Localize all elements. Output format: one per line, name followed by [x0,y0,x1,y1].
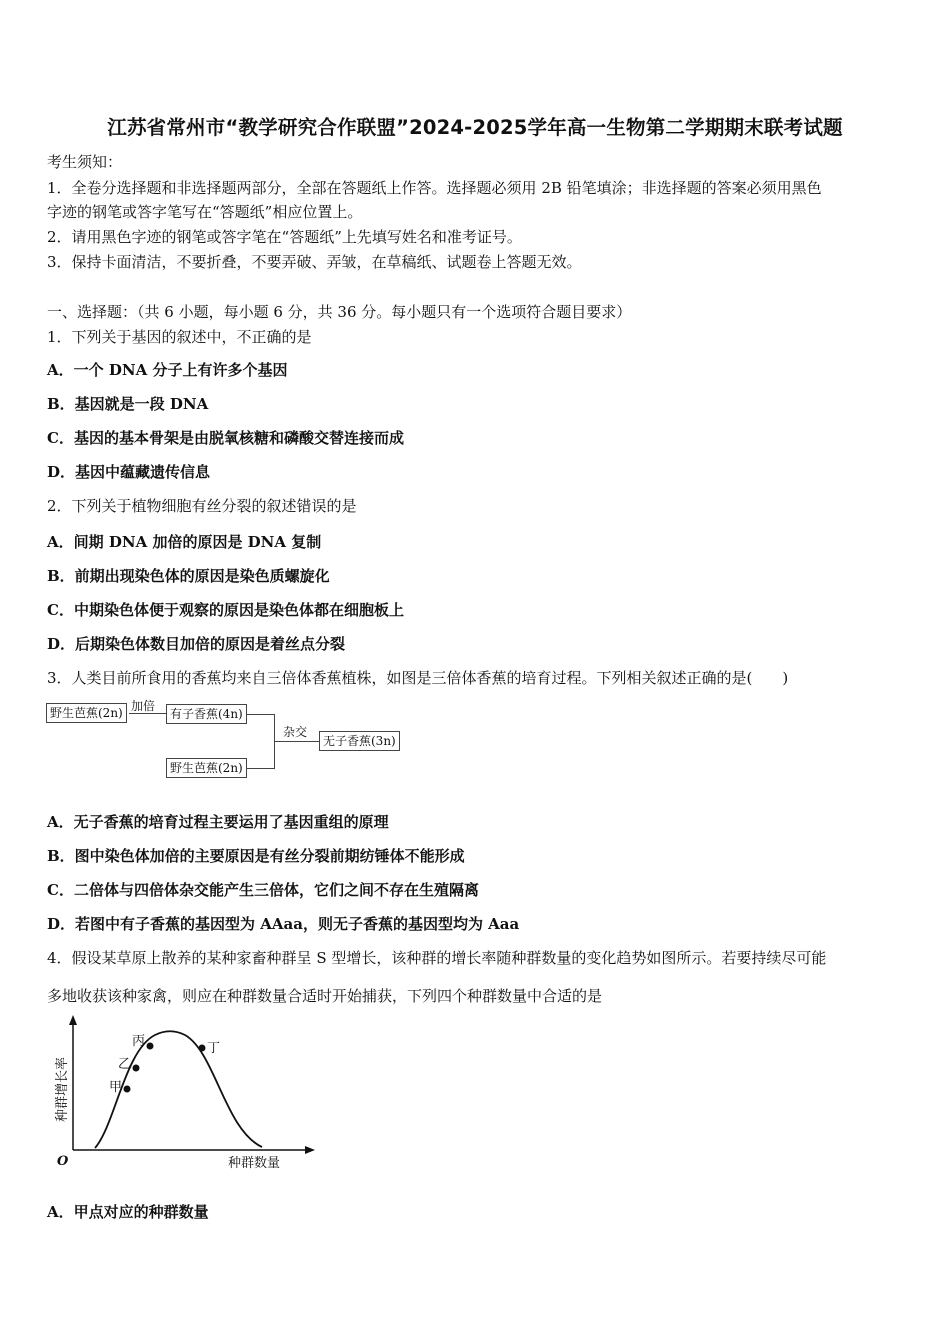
x-axis-label: 种群数量 [228,1156,281,1171]
box-seeded-banana: 有子香蕉(4n) [166,704,247,724]
box-wild-banana-2: 野生芭蕉(2n) [166,758,247,778]
q3-option-a: A．无子香蕉的培育过程主要运用了基因重组的原理 [47,813,389,831]
arrow-cross [274,741,319,742]
point-jia [124,1086,131,1093]
label-yi: 乙 [118,1057,132,1072]
label-ding: 丁 [207,1041,221,1056]
label-cross: 杂交 [283,725,308,739]
section-heading: 一、选择题：（共 6 小题，每小题 6 分，共 36 分。每小题只有一个选项符合题目要求） [47,303,632,321]
connector-top [246,714,274,715]
notice-heading: 考生须知： [47,153,123,171]
q2-option-d: D．后期染色体数目加倍的原因是着丝点分裂 [47,635,346,653]
growth-rate-graph [40,1010,320,1175]
q3-option-c: C．二倍体与四倍体杂交能产生三倍体，它们之间不存在生殖隔离 [47,881,479,899]
page-title: 江苏省常州市“教学研究合作联盟”2024-2025学年高一生物第二学期期末联考试题 [107,116,843,139]
y-axis-arrow [69,1015,77,1025]
q1-option-c: C．基因的基本骨架是由脱氧核糖和磷酸交替连接而成 [47,429,404,447]
point-bing [147,1043,154,1050]
q1-stem: 1．下列关于基因的叙述中，不正确的是 [47,328,312,346]
x-axis-arrow [305,1146,315,1154]
label-double: 加倍 [131,699,156,713]
notice-line-1a: 1．全卷分选择题和非选择题两部分，全部在答题纸上作答。选择题必须用 2B 铅笔填涂；非选择题的答案必须用黑色 [47,179,822,197]
box-seedless-banana: 无子香蕉(3n) [319,731,400,751]
q4-stem-line-1: 4．假设某草原上散养的某种家畜种群呈 S 型增长，该种群的增长率随种群数量的变化趋势如图所示。若要持续尽可能 [47,949,827,967]
connector-bottom [246,768,274,769]
q2-stem: 2．下列关于植物细胞有丝分裂的叙述错误的是 [47,497,357,515]
q2-option-c: C．中期染色体便于观察的原因是染色体都在细胞板上 [47,601,404,619]
q2-option-b: B．前期出现染色体的原因是染色质螺旋化 [47,567,330,585]
notice-line-3: 3．保持卡面清洁，不要折叠，不要弄破、弄皱，在草稿纸、试题卷上答题无效。 [47,253,582,271]
q4-option-a: A．甲点对应的种群数量 [47,1203,209,1221]
q1-option-a: A．一个 DNA 分子上有许多个基因 [47,361,288,379]
point-yi [133,1065,140,1072]
q4-stem-line-2: 多地收获该种家禽，则应在种群数量合适时开始捕获，下列四个种群数量中合适的是 [47,987,603,1005]
label-jia: 甲 [109,1080,123,1095]
q3-option-b: B．图中染色体加倍的主要原因是有丝分裂前期纺锤体不能形成 [47,847,465,865]
origin-label: O [57,1154,69,1169]
notice-line-1b: 字迹的钢笔或答字笔写在“答题纸”相应位置上。 [47,203,363,221]
q2-option-a: A．间期 DNA 加倍的原因是 DNA 复制 [47,533,322,551]
point-ding [199,1045,206,1052]
q3-option-d: D．若图中有子香蕉的基因型为 AAaa，则无子香蕉的基因型均为 Aaa [47,915,520,933]
box-wild-banana-1: 野生芭蕉(2n) [46,703,127,723]
notice-line-2: 2．请用黑色字迹的钢笔或答字笔在“答题纸”上先填写姓名和准考证号。 [47,228,522,246]
label-bing: 丙 [132,1034,146,1049]
q1-option-d: D．基因中蕴藏遗传信息 [47,463,211,481]
y-axis-label: 种群增长率 [55,1056,70,1122]
q3-stem: 3．人类目前所食用的香蕉均来自三倍体香蕉植株，如图是三倍体香蕉的培育过程。下列相关叙述正确的是( ) [47,669,789,687]
q1-option-b: B．基因就是一段 DNA [47,395,209,413]
